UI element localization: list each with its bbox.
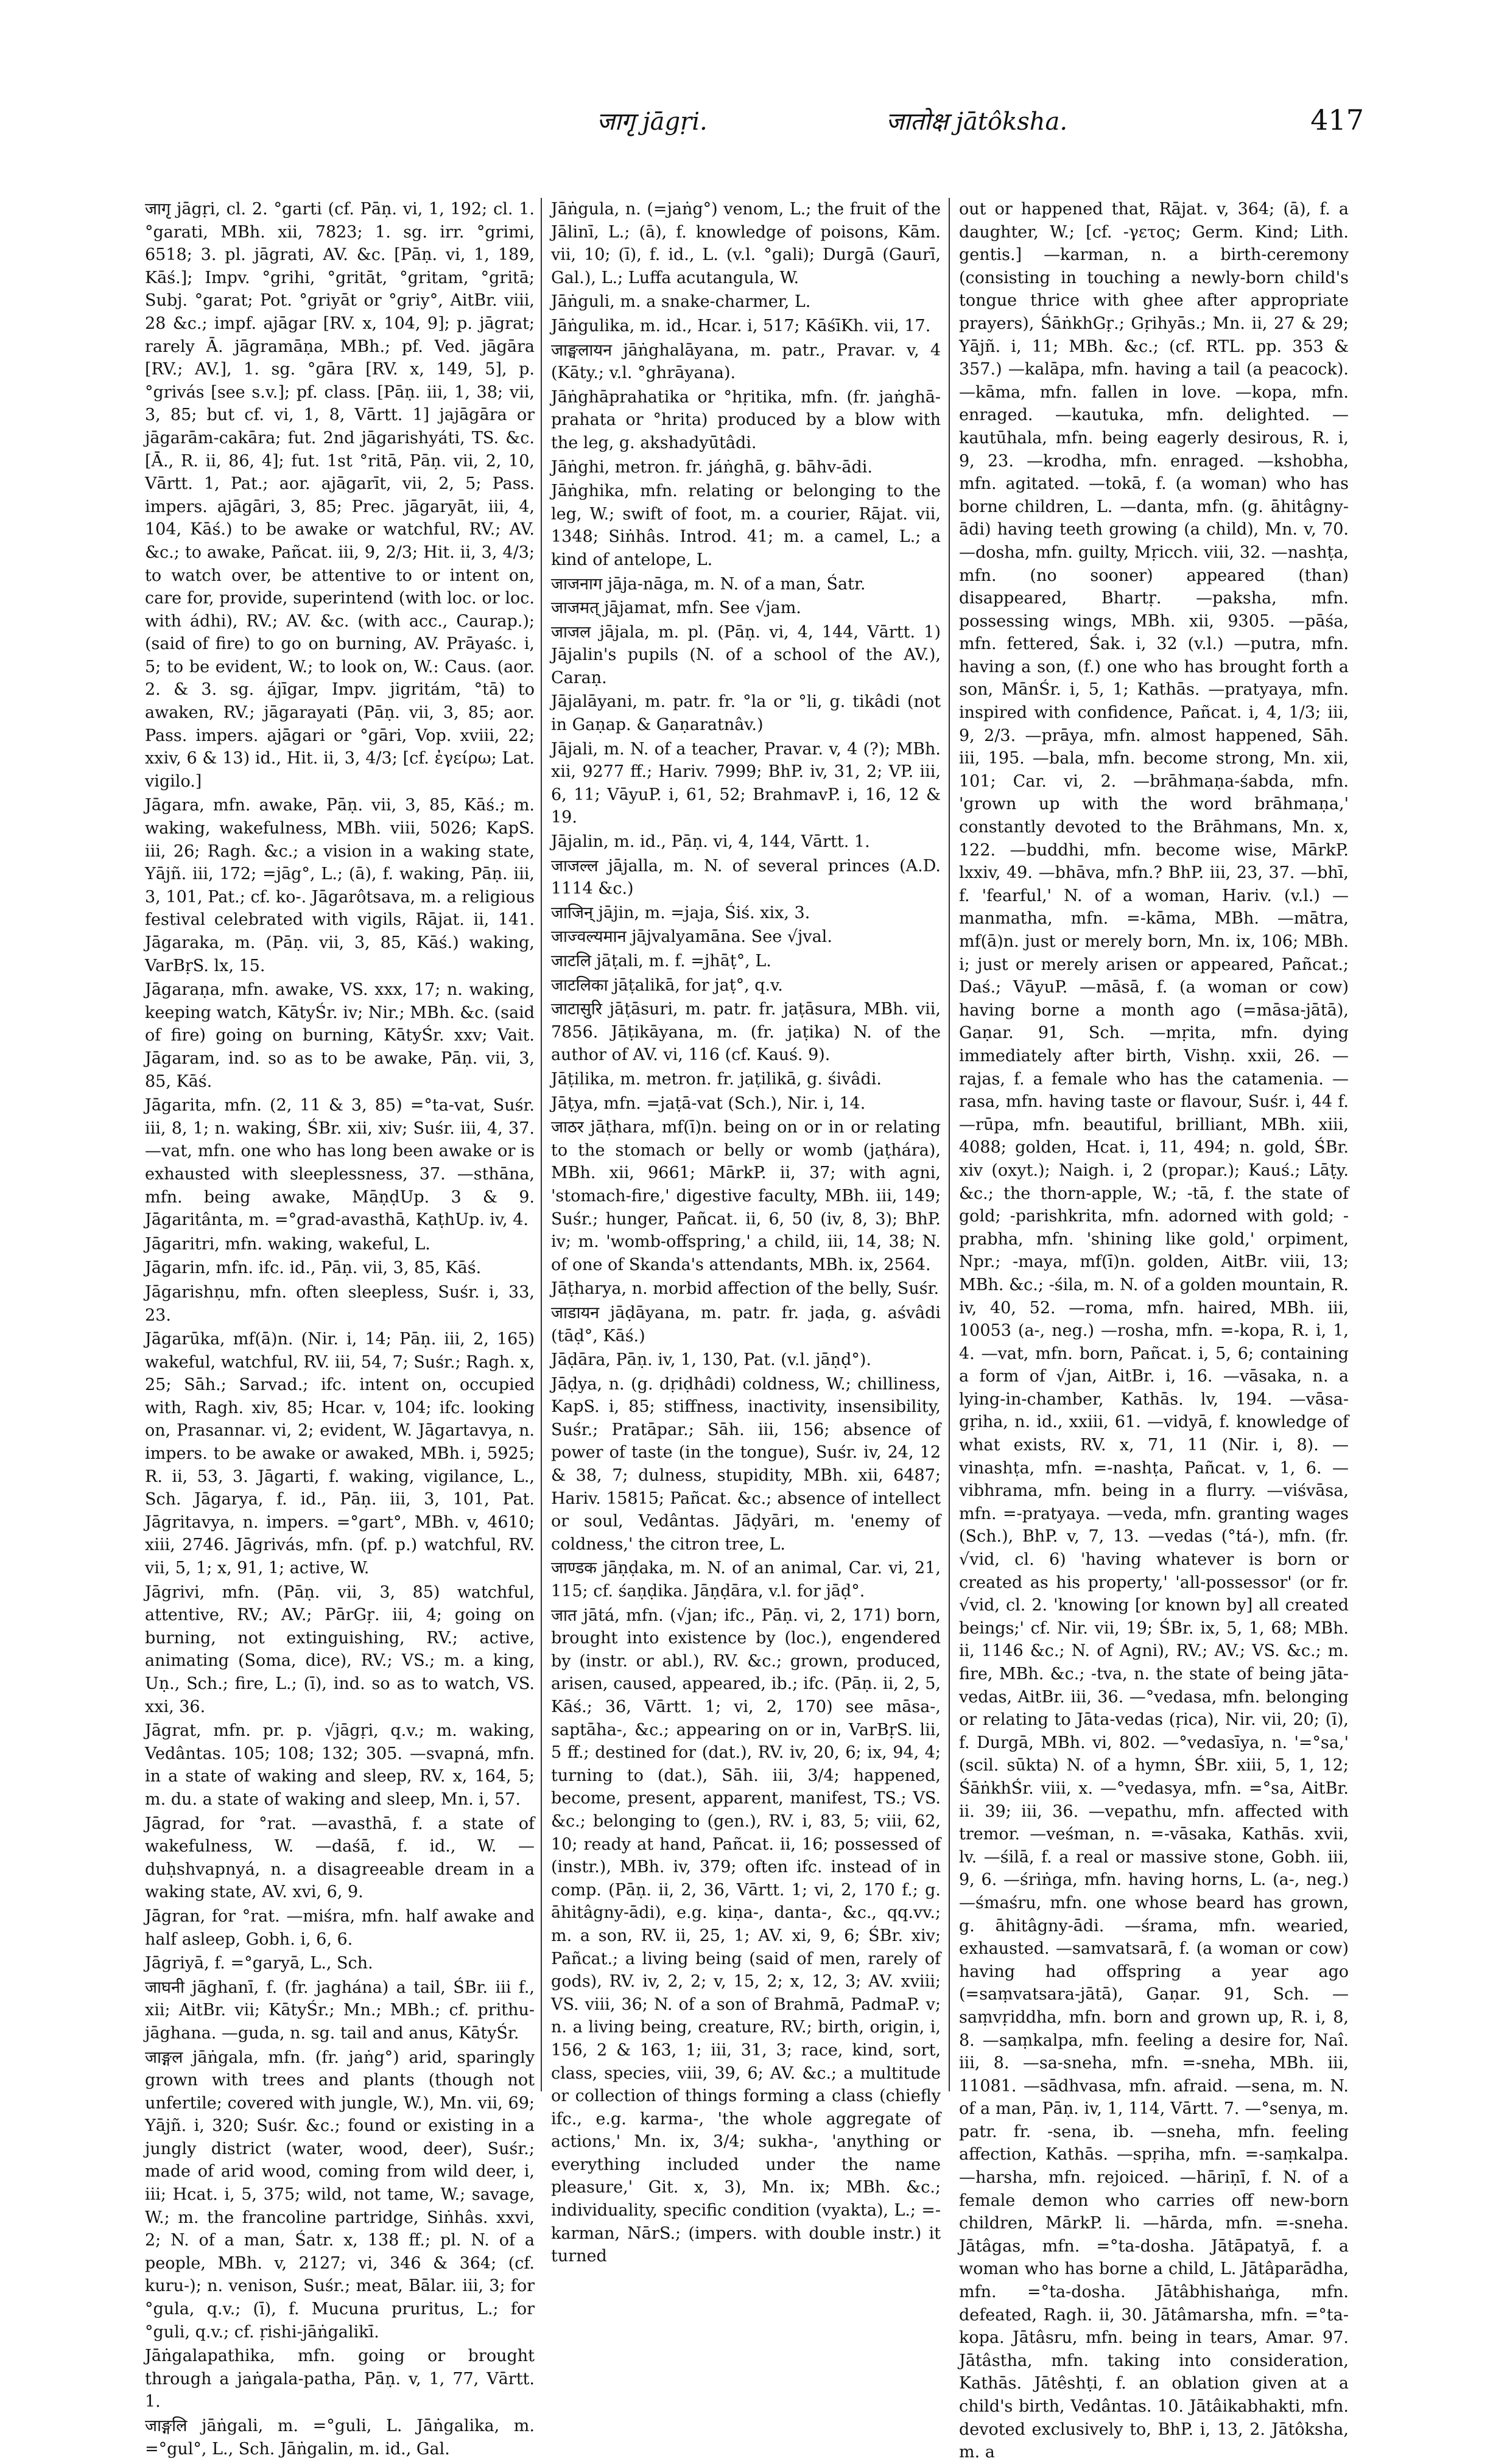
dictionary-entry: out or happened that, Rājat. v, 364; (ā), f. a daughter, W.; [cf. -γετος; Germ. Kind; Lith. gentis.] —karman, n. a birth-ceremony (consisting in touching a newly-born child's tongue thrice with ghee after appropriate prayers), ŚāṅkhGṛ.; Gṛihyās.; Mn. ii, 27 & 29; Yājñ. i, 11; MBh. &c.; (cf. RTL. pp. 353 & 357.) —kalāpa, mfn. having a tail (a peacock). —kāma, mfn. fallen in love. —kopa, mfn. enraged. —kautuka, mfn. delighted. —kautūhala, mfn. being eagerly desirous, R. i, 9, 23. —krodha, mfn. enraged. —kshobha, mfn. agitated. —tokā, f. (a woman) who has borne children, L. —danta, mfn. (g. āhitâgny-ādi) having teeth growing (a child), Mn. v, 70. —dosha, mfn. guilty, Mṛicch. viii, 32. —nashṭa, mfn. (no sooner) appeared (than) disappeared, Bhartṛ. —paksha, mfn. possessing wings, MBh. xii, 9305. —pāśa, mfn. fettered, Śak. i, 32 (v.l.) —putra, mfn. having a son, (f.) one who has brought forth a son, MānŚr. i, 5, 1; Kathās. —pratyaya, mfn. inspired with confidence, Pañcat. i, 4, 1/3; iii, 9, 2/3. —prāya, mfn. almost happened, Sāh. iii, 195. —bala, mfn. become strong, Mn. xii, 101; Car. vi, 2. —brāhmaṇa-śabda, mfn. 'grown up with the word brāhmaṇa,' constantly devoted to the Brāhmans, Mn. x, 122. —buddhi, mfn. become wise, MārkP. lxxiv, 49. —bhāva, mfn.? BhP. iii, 23, 37. —bhī, f. 'fearful,' N. of a woman, Hariv. (v.l.) —manmatha, mfn. =-kāma, MBh. —mātra, mf(ā)n. just or merely born, Mn. ix, 106; MBh. i; just or merely arisen or appeared, Pañcat.; Daś.; VāyuP. —māsā, f. (a woman or cow) having borne a month ago (=māsa-jātā), Gaṇar. 91, Sch. —mṛita, mfn. dying immediately after birth, Vishṇ. xxii, 26. —rajas, f. a female who has the catamenia. —rasa, mfn. having taste or flavour, Suśr. i, 44 f. —rūpa, mfn. beautiful, brilliant, MBh. xiii, 4088; golden, Hcat. i, 11, 494; n. gold, ŚBr. xiv (oxyt.); Naigh. i, 2 (propar.); Kauś.; Lāṭy. &c.; the thorn-apple, W.; -tā, f. the state of gold; -parishkrita, mfn. adorned with gold; -prabha, mfn. 'shining like gold,' orpiment, Npr.; -maya, mf(ī)n. golden, AitBr. viii, 13; MBh. &c.; -śila, m. N. of a golden mountain, R. iv, 40, 52. —roma, mfn. haired, MBh. iii, 10053 (a-, neg.) —rosha, mfn. =-kopa, R. i, 1, 4. —vat, mfn. born, Pañcat. i, 5, 6; containing a form of √jan, AitBr. i, 16. —vāsaka, n. a lying-in-chamber, Kathās. lv, 194. —vāsa-gṛiha, n. id., xxiii, 61. —vidyā, f. knowledge of what exists, RV. x, 71, 11 (Nir. i, 8). —vinashṭa, mfn. =-nashṭa, Pañcat. v, 1, 6. —vibhrama, mfn. being in a flurry. —viśvāsa, mfn. =-pratyaya. —veda, mfn. granting wages (Sch.), BhP. v, 7, 13. —vedas (°tá-), mfn. (fr. √vid, cl. 6) 'having whatever is born or created as his property,' 'all-possessor' (or fr. √vid, cl. 2. 'knowing [or known by] all created beings;' cf. Nir. vii, 19; ŚBr. ix, 5, 1, 68; MBh. ii, 1146 &c.; N. of Agni), RV.; AV.; VS. &c.; m. fire, MBh. &c.; -tva, n. the state of being jāta-vedas, AitBr. iii, 36. —°vedasa, mfn. belonging or relating to Jāta-vedas (ṛica), Nir. vii, 20; (ī), f. Durgā, MBh. vi, 802. —°vedasīya, n. '=°sa,' (scil. sūkta) N. of a hymn, ŚBr. xiii, 5, 1, 12; ŚāṅkhŚr. viii, x. —°vedasya, mfn. =°sa, AitBr. ii. 39; iii, 36. —vepathu, mfn. affected with tremor. —veśman, n. =-vāsaka, Kathās. xvii, lv. —śilā, f. a real or massive stone, Gobh. iii, 9, 6. —śriṅga, mfn. having horns, L. (a-, neg.) —śmaśru, mfn. one whose beard has grown, g. āhitâgny-ādi. —śrama, mfn. wearied, exhausted. —samvatsarā, f. (a woman or cow) having had offspring a year ago (=saṃvatsara-jātā), Gaṇar. 91, Sch. —saṃvṛiddha, mfn. born and grown up, R. i, 8, 8. —saṃkalpa, mfn. feeling a desire for, Naî. iii, 8. —sa-sneha, mfn. =-sneha, MBh. iii, 11081. —sādhvasa, mfn. afraid. —sena, m. N. of a man, Pāṇ. iv, 1, 114, Vārtt. 7. —°senya, m. patr. fr. -sena, ib. —sneha, mfn. feeling affection, Kathās. —spṛiha, mfn. =-saṃkalpa. —harsha, mfn. rejoiced. —hāriṇī, f. N. of a female demon who carries off new-born children, MārkP. li. —hārda, mfn. =-sneha. Jātâgas, mfn. =°ta-dosha. Jātāpatyā, f. a woman who has borne a child, L. Jātâparādha, mfn. =°ta-dosha. Jātâbhishaṅga, mfn. defeated, Ragh. ii, 30. Jātâmarsha, mfn. =°ta-kopa. Jātâsru, mfn. being in tears, Amar. 97. Jātâstha, mfn. taking into consideration, Kathās. Jātêshṭi, f. an oblation given at a child's birth, Vedântas. 10. Jātâikabhakti, mfn. devoted exclusively to, BhP. i, 13, 2. Jātôksha, m. a <box>959 200 1349 2462</box>
dictionary-entry: जाण्डक jāṇḍaka, m. N. of an animal, Car. vi, 21, 115; cf. śaṇḍika. Jāṇḍāra, v.l. for jāḍ°. <box>551 1559 941 1601</box>
column-divider <box>541 198 542 2091</box>
dictionary-entry: Jājalin, m. id., Pāṇ. vi, 4, 144, Vārtt. 1. <box>551 832 870 852</box>
dictionary-entry: Jāgara, mfn. awake, Pāṇ. vii, 3, 85, Kāś.; m. waking, wakefulness, MBh. viii, 5026; KapS. iii, 26; Ragh. &c.; a vision in a waking state, Yājñ. iii, 172; =jāg°, L.; (ā), f. waking, Pāṇ. iii, 3, 101, Pat.; cf. ko-. Jāgarôtsava, m. a religious festival celebrated with vigils, Rājat. ii, 141. Jāgaraka, m. (Pāṇ. vii, 3, 85, Kāś.) waking, VarBṛS. lx, 15. <box>145 796 535 975</box>
dictionary-entry: जाजनाग jāja-nāga, m. N. of a man, Śatr. <box>551 574 866 594</box>
dictionary-entry: Jāgarita, mfn. (2, 11 & 3, 85) =°ta-vat, Suśr. iii, 8, 1; n. waking, ŚBr. xii, xiv; Suśr. iii, 4, 37. —vat, mfn. one who has long been awake or is exhausted with sleeplessness, 37. —sthāna, mfn. being awake, MāṇḍUp. 3 & 9. Jāgaritânta, m. =°grad-avasthā, KaṭhUp. iv, 4. <box>145 1096 535 1230</box>
dictionary-entry: जाजल jājala, m. pl. (Pāṇ. vi, 4, 144, Vārtt. 1) Jājalin's pupils (N. of a school of the AV.), Caraṇ. <box>551 622 941 687</box>
page-header <box>146 104 1364 158</box>
dictionary-entry: Jāṅghāprahatika or °hṛitika, mfn. (fr. jaṅghā-prahata or °hrita) produced by a blow with the leg, g. akshadyūtâdi. <box>551 387 941 452</box>
dictionary-entry: Jāgran, for °rat. —miśra, mfn. half awake and half asleep, Gobh. i, 6, 6. <box>145 1906 535 1949</box>
dictionary-entry: Jāḍya, n. (g. dṛiḍhâdi) coldness, W.; chilliness, KapS. i, 85; stiffness, inactivity, insensibility, Suśr.; Pratāpar.; Sāh. iii, 156; absence of power of taste (in the tongue), Suśr. iv, 24, 12 & 38, 7; dulness, stupidity, MBh. xii, 6487; Hariv. 15815; Pañcat. &c.; absence of intellect or soul, Vedântas. Jāḍyāri, m. 'enemy of coldness,' the citron tree, L. <box>551 1374 941 1554</box>
dictionary-entry: जाघनी jāghanī, f. (fr. jaghána) a tail, ŚBr. iii f., xii; AitBr. vii; KātyŚr.; Mn.; MBh.; cf. prithu-jāghana. —guda, n. sg. tail and anus, KātyŚr. <box>145 1978 535 2043</box>
dictionary-entry: Jāḍāra, Pāṇ. iv, 1, 130, Pat. (v.l. jāṇḍ°). <box>551 1350 871 1370</box>
column-1 <box>145 198 535 2459</box>
dictionary-entry: जाङ्गल jāṅgala, mfn. (fr. jaṅg°) arid, sparingly grown with trees and plants (though not unfertile; covered with jungle, W.), Mn. vii, 69; Yājñ. i, 320; Suśr. &c.; found or existing in a jungly district (water, wood, deer), Suśr.; made of arid wood, coming from wild deer, i, iii; Hcat. i, 5, 375; wild, not tame, W.; savage, W.; m. the francoline partridge, Siṅhâs. xxvi, 2; N. of a man, Śatr. x, 138 ff.; pl. N. of a people, MBh. v, 2127; vi, 346 & 364; (cf. kuru-); n. venison, Suśr.; meat, Bālar. iii, 3; for °gula, q.v.; (ī), f. Mucuna pruritus, L.; for °guli, q.v.; cf. ṛishi-jāṅgalikī. <box>145 2048 535 2342</box>
dictionary-entry: Jājalāyani, m. patr. fr. °la or °li, g. tikâdi (not in Gaṇap. & Gaṇaratnâv.) <box>551 692 941 735</box>
dictionary-entry: Jāgrad, for °rat. —avasthā, f. a state of wakefulness, W. —daśā, f. id., W. —duḥshvapnyá, n. a disagreeable dream in a waking state, AV. xvi, 6, 9. <box>145 1814 535 1902</box>
dictionary-entry: Jāgrat, mfn. pr. p. √jāgṛi, q.v.; m. waking, Vedântas. 105; 108; 132; 305. —svapná, mfn. in a state of waking and sleep, RV. x, 164, 5; m. du. a state of waking and sleep, Mn. i, 57. <box>145 1721 535 1809</box>
dictionary-entry: Jāṅghika, mfn. relating or belonging to the leg, W.; swift of foot, m. a courier, Rājat. vii, 1348; Siṅhâs. Introd. 41; m. a camel, L.; a kind of antelope, L. <box>551 482 941 569</box>
dictionary-entry: जाठर jāṭhara, mf(ī)n. being on or in or relating to the stomach or belly or womb (jaṭhára), MBh. xii, 9661; MārkP. ii, 37; with agni, 'stomach-fire,' digestive faculty, MBh. iii, 149; Suśr.; hunger, Pañcat. ii, 6, 50 (iv, 8, 3); BhP. iv; m. 'womb-offspring,' a child, iii, 14, 38; N. of one of Skanda's attendants, MBh. ix, 2564. <box>551 1118 941 1274</box>
left-running-head: जागृ jāgṛi. <box>597 108 708 136</box>
dictionary-entry: Jāgarūka, mf(ā)n. (Nir. i, 14; Pāṇ. iii, 2, 165) wakeful, watchful, RV. iii, 54, 7; Suśr.; Ragh. x, 25; Sāh.; Sarvad.; ifc. intent on, occupied with, Ragh. xiv, 85; Hcar. v, 104; ifc. looking on, Prasannar. vi, 2; evident, W. Jāgartavya, n. impers. to be awake or awaked, MBh. i, 5925; R. ii, 53, 3. Jāgarti, f. waking, vigilance, L., Sch. Jāgarya, f. id., Pāṇ. iii, 3, 101, Pat. Jāgritavya, n. impers. =°gart°, MBh. v, 4610; xiii, 2746. Jāgrivás, mfn. (pf. p.) watchful, RV. vii, 5, 1; x, 91, 1; active, W. <box>145 1330 535 1578</box>
dictionary-entry: Jāṅgalapathika, mfn. going or brought through a jaṅgala-patha, Pāṇ. v, 1, 77, Vārtt. 1. <box>145 2346 535 2412</box>
dictionary-entry: Jāṅguli, m. a snake-charmer, L. <box>551 292 811 312</box>
dictionary-entry: जाटलि jāṭali, m. f. =jhāṭ°, L. <box>551 952 771 971</box>
dictionary-entry: Jāṭya, mfn. =jaṭā-vat (Sch.), Nir. i, 14. <box>551 1093 866 1113</box>
dictionary-entry: Jājali, m. N. of a teacher, Pravar. v, 4 (?); MBh. xii, 9277 ff.; Hariv. 7999; BhP. iv, 31, 2; VP. iii, 6, 11; VāyuP. i, 61, 52; BrahmavP. i, 16, 12 & 19. <box>551 739 941 827</box>
dictionary-entry: जागृ jāgṛi, cl. 2. °garti (cf. Pāṇ. vi, 1, 192; cl. 1. °garati, MBh. xii, 7823; 1. sg. irr. °grimi, 6518; 3. pl. jāgrati, AV. &c. [Pāṇ. vi, 1, 189, Kāś.]; Impv. °grihi, °gritāt, °gritam, °gritā; Subj. °garat; Pot. °griyāt or °griy°, AitBr. viii, 28 &c.; impf. ajāgar [RV. x, 104, 9]; p. jāgrat; rarely Ā. jāgramāṇa, MBh.; pf. Ved. jāgāra [RV.; AV.], 1. sg. °gāra [RV. x, 149, 5], p. °grivás [see s.v.]; pf. class. [Pāṇ. iii, 1, 38; vii, 3, 85; but cf. vi, 1, 8, Vārtt. 1] jajāgāra or jāgarām-cakāra; fut. 2nd jāgarishyáti, TS. &c. [Ā., R. ii, 86, 4]; fut. 1st °ritā, Pāṇ. vii, 2, 10, Vārtt. 1, Pat.; aor. ajāgarīt, vii, 2, 5; Pass. impers. ajāgāri, 3, 85; Prec. jāgaryāt, iii, 4, 104, Kāś.) to be awake or watchful, RV.; AV. &c.; to awake, Pañcat. iii, 9, 2/3; Hit. ii, 3, 4/3; to watch over, be attentive to or intent on, care for, provide, superintend (with loc. or loc. with ádhi), RV.; AV. &c. (with acc., Caurap.); (said of fire) to go on burning, AV. Prāyaśc. i, 5; to be evident, W.; to look on, W.: Caus. (aor. 2. & 3. sg. ájīgar, Impv. jigritám, °tā) to awaken, RV.; jāgarayati (Pāṇ. vii, 3, 85; aor. Pass. impers. ajāgari or °gāri, Vop. xviii, 22; xxiv, 6 & 13) id., Hit. ii, 3, 4/3; [cf. ἐγείρω; Lat. vigilo.] <box>145 200 535 791</box>
dictionary-entry: Jāgaritri, mfn. waking, wakeful, L. <box>145 1234 430 1254</box>
dictionary-entry: जात jātá, mfn. (√jan; ifc., Pāṇ. vi, 2, 171) born, brought into existence by (loc.), engendered by (instr. or abl.), RV. &c.; grown, produced, arisen, caused, appeared, ib.; ifc. (Pāṇ. ii, 2, 5, Kāś.; 36, Vārtt. 1; vi, 2, 170) see māsa-, saptāha-, &c.; appearing on or in, VarBṛS. lii, 5 ff.; destined for (dat.), RV. iv, 20, 6; ix, 94, 4; turning to (dat.), Sāh. iii, 3/4; happened, become, present, apparent, manifest, TS.; VS. &c.; belonging to (gen.), RV. i, 83, 5; viii, 62, 10; ready at hand, Pañcat. ii, 16; possessed of (instr.), MBh. iv, 379; often ifc. instead of in comp. (Pāṇ. ii, 2, 36, Vārtt. 1; vi, 2, 170 f.; g. āhitâgny-ādi), e.g. kiṇa-, danta-, &c., qq.vv.; m. a son, RV. ii, 25, 1; AV. xi, 9, 6; ŚBr. xiv; Pañcat.; a living being (said of men, rarely of gods), RV. iv, 2, 2; v, 15, 2; x, 12, 3; AV. xviii; VS. viii, 36; N. of a son of Brahmā, PadmaP. v; n. a living being, creature, RV.; birth, origin, i, 156, 2 & 163, 1; iii, 31, 3; race, kind, sort, class, species, viii, 39, 6; AV. &c.; a multitude or collection of things forming a class (chiefly ifc., e.g. karma-, 'the whole aggregate of actions,' Mn. ix, 3/4; sukha-, 'anything or everything included under the name pleasure,' Git. x, 3), Mn. ix; MBh. &c.; individuality, specific condition (vyakta), L.; =-karman, NārS.; (impers. with double instr.) it turned <box>551 1606 941 2266</box>
dictionary-entry: Jāṅgulika, m. id., Hcar. i, 517; KāśīKh. vii, 17. <box>551 316 931 335</box>
dictionary-entry: जाटासुरि jāṭāsuri, m. patr. fr. jaṭāsura, MBh. vii, 7856. Jāṭikāyana, m. (fr. jaṭika) N. of the author of AV. vi, 116 (cf. Kauś. 9). <box>551 1000 941 1065</box>
dictionary-entry: जाज्वल्यमान jājvalyamāna. See √jval. <box>551 927 832 947</box>
column-divider <box>949 198 950 2091</box>
dictionary-entry: Jāṭilika, m. metron. fr. jaṭilikā, g. śivâdi. <box>551 1069 882 1089</box>
dictionary-entry: Jāṅghi, metron. fr. jáṅghā, g. bāhv-ādi. <box>551 457 873 477</box>
column-3 <box>959 198 1349 2462</box>
page-number: 417 <box>1310 104 1364 136</box>
dictionary-entry: जाटलिका jāṭalikā, for jaṭ°, q.v. <box>551 975 783 995</box>
dictionary-entry: जाजिन् jājin, m. =jaja, Śiś. xix, 3. <box>551 903 810 922</box>
dictionary-entry: Jāgrivi, mfn. (Pāṇ. vii, 3, 85) watchful, attentive, RV.; AV.; PārGṛ. iii, 4; going on burning, not extinguishing, RV.; active, animating (Soma, dice), RV.; VS.; m. a king, Uṇ., Sch.; fire, L.; (ī), ind. so as to watch, VS. xxi, 36. <box>145 1582 535 1716</box>
center-running-head: जातोक्ष jātôksha. <box>886 108 1068 136</box>
dictionary-entry: जाङ्घलायन jāṅghalāyana, m. patr., Pravar. v, 4 (Kāty.; v.l. °ghrāyana). <box>551 340 941 383</box>
column-2 <box>551 198 941 2266</box>
dictionary-entry: Jāgarin, mfn. ifc. id., Pāṇ. vii, 3, 85, Kāś. <box>145 1258 482 1278</box>
dictionary-entry: Jāgaraṇa, mfn. awake, VS. xxx, 17; n. waking, keeping watch, KātyŚr. iv; Nir.; MBh. &c. (said of fire) going on burning, KātyŚr. xxv; Vait. Jāgaram, ind. so as to be awake, Pāṇ. vii, 3, 85, Kāś. <box>145 980 535 1091</box>
dictionary-entry: जाङ्गलि jāṅgali, m. =°guli, L. Jāṅgalika, m. =°gul°, L., Sch. Jāṅgalin, m. id., Gal. <box>145 2417 535 2459</box>
dictionary-entry: जाडायन jāḍāyana, m. patr. fr. jaḍa, g. aśvâdi (tāḍ°, Kāś.) <box>551 1303 941 1346</box>
dictionary-entry: Jāgarishṇu, mfn. often sleepless, Suśr. i, 33, 23. <box>145 1282 535 1325</box>
dictionary-entry: Jāgriyā, f. =°garyā, L., Sch. <box>145 1954 373 1973</box>
dictionary-entry: Jāṅgula, n. (=jaṅg°) venom, L.; the fruit of the Jālinī, L.; (ā), f. knowledge of poisons, Kām. vii, 10; (ī), f. id., L. (v.l. °gali); Durgā (Gaurī, Gal.), L.; Luffa acutangula, W. <box>551 200 941 287</box>
dictionary-entry: जाजल्ल jājalla, m. N. of several princes (A.D. 1114 &c.) <box>551 856 941 899</box>
dictionary-entry: Jāṭharya, n. morbid affection of the belly, Suśr. <box>551 1279 940 1299</box>
dictionary-entry: जाजमत् jājamat, mfn. See √jam. <box>551 598 801 618</box>
